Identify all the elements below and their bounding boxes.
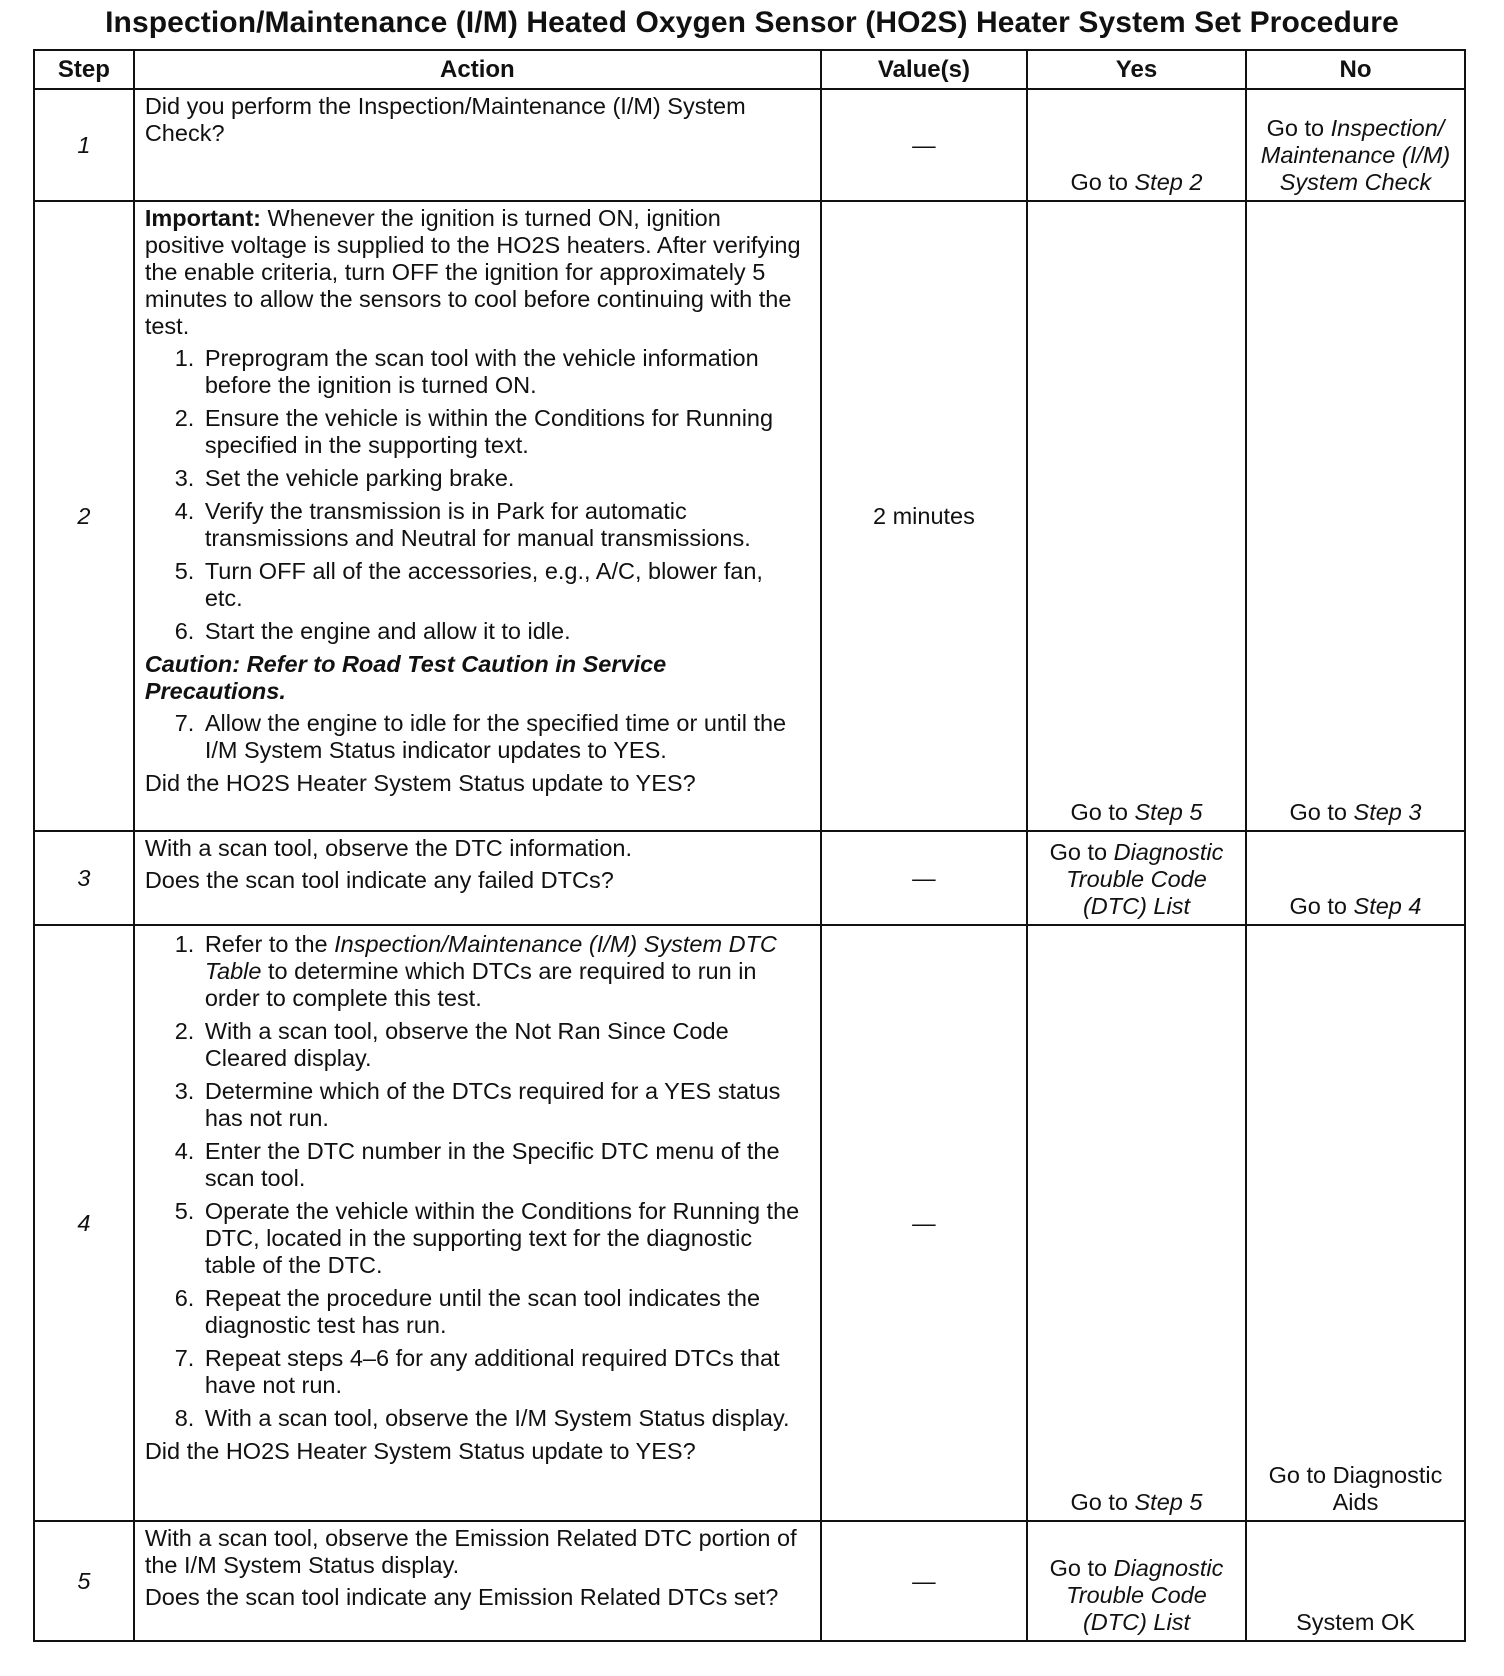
yes-link[interactable]: Step 5 [1134, 799, 1203, 825]
step-list [145, 345, 806, 645]
action-question: Did you perform the Inspection/Maintenance (I/M) System Check? [144, 93, 746, 146]
list-item: 5. Operate the vehicle within the Conditions for Running the DTC, located in the supporting text for the diagnostic table of the DTC. [201, 1198, 806, 1279]
no-prefix: Go to [1289, 799, 1347, 825]
yes-link[interactable]: Diagnostic Trouble Code (DTC) List [1066, 839, 1224, 919]
no-cell: System OK [1246, 1521, 1465, 1641]
list-item: 4. Enter the DTC number in the Specific DTC menu of the scan tool. [201, 1138, 806, 1192]
no-cell [1246, 201, 1465, 831]
list-item: 4. Verify the transmission is in Park for automatic transmissions and Neutral for manual transmissions. [201, 498, 806, 552]
no-prefix: Go to [1289, 893, 1347, 919]
table-row [34, 201, 1465, 831]
action-cell [134, 925, 821, 1521]
list-item: 6. Repeat the procedure until the scan tool indicates the diagnostic test has run. [201, 1285, 806, 1339]
table-row [34, 1521, 1465, 1641]
action-cell [134, 89, 821, 201]
yes-prefix: Go to [1049, 1555, 1108, 1581]
list-item: 7. Allow the engine to idle for the specified time or until the I/M System Status indicator updates to YES. [201, 710, 806, 764]
yes-prefix: Go to [1070, 1489, 1128, 1515]
header-step: Step [34, 50, 134, 89]
yes-cell [1027, 201, 1246, 831]
yes-cell [1027, 925, 1246, 1521]
yes-cell [1027, 831, 1246, 925]
action-cell [134, 831, 821, 925]
yes-link[interactable]: Step 5 [1134, 1489, 1203, 1515]
action-text: With a scan tool, observe the Emission Related DTC portion of the I/M System Status display. [144, 1525, 797, 1578]
no-link[interactable]: Step 3 [1353, 799, 1422, 825]
step-number: 5 [34, 1521, 134, 1641]
yes-cell [1027, 1521, 1246, 1641]
action-cell [134, 1521, 821, 1641]
value-cell: — [821, 89, 1027, 201]
no-cell [1246, 89, 1465, 201]
table-row [34, 925, 1465, 1521]
important-text: Whenever the ignition is turned ON, ignition positive voltage is supplied to the HO2S heaters. After verifying the enable criteria, turn OFF the ignition for approximately 5 minutes to allow the sensors to cool before continuing with the test. [144, 205, 801, 339]
yes-link[interactable]: Diagnostic Trouble Code (DTC) List [1066, 1555, 1224, 1635]
header-yes: Yes [1027, 50, 1246, 89]
step-number: 1 [34, 89, 134, 201]
header-values: Value(s) [821, 50, 1027, 89]
list-item: 6. Start the engine and allow it to idle. [201, 618, 806, 645]
item-text: Refer to the [204, 931, 328, 957]
procedure-table [33, 49, 1466, 1642]
list-item: 3. Set the vehicle parking brake. [201, 465, 806, 492]
step-list [145, 710, 806, 764]
action-question: Does the scan tool indicate any Emission Related DTCs set? [144, 1584, 779, 1610]
action-question: Does the scan tool indicate any failed DTCs? [144, 867, 614, 893]
yes-link[interactable]: Step 2 [1134, 169, 1203, 195]
table-row [34, 831, 1465, 925]
yes-cell [1027, 89, 1246, 201]
caution-note: Caution: Refer to Road Test Caution in Service Precautions. [144, 651, 667, 704]
no-prefix: Go to [1266, 115, 1325, 141]
important-note [145, 205, 806, 340]
step-number: 3 [34, 831, 134, 925]
list-item: 3. Determine which of the DTCs required for a YES status has not run. [201, 1078, 806, 1132]
value-cell: — [821, 1521, 1027, 1641]
list-item: 5. Turn OFF all of the accessories, e.g., A/C, blower fan, etc. [201, 558, 806, 612]
action-question: Did the HO2S Heater System Status update to YES? [144, 1438, 696, 1464]
step-number: 4 [34, 925, 134, 1521]
yes-prefix: Go to [1070, 169, 1128, 195]
list-item: 2. With a scan tool, observe the Not Ran Since Code Cleared display. [201, 1018, 806, 1072]
no-link[interactable]: Inspection/ Maintenance (I/M) System Check [1260, 115, 1451, 195]
step-number: 2 [34, 201, 134, 831]
list-item [201, 931, 806, 1012]
page-title: Inspection/Maintenance (I/M) Heated Oxygen Sensor (HO2S) Heater System Set Procedure [105, 6, 1399, 39]
action-cell [134, 201, 821, 831]
item-text: to determine which DTCs are required to run in order to complete this test. [204, 958, 757, 1011]
yes-prefix: Go to [1049, 839, 1108, 865]
value-cell: — [821, 831, 1027, 925]
table-row [34, 89, 1465, 201]
list-item: 1. Preprogram the scan tool with the vehicle information before the ignition is turned ON. [201, 345, 806, 399]
important-label: Important: [144, 205, 262, 231]
no-cell[interactable]: Go to Diagnostic Aids [1246, 925, 1465, 1521]
list-item: 8. With a scan tool, observe the I/M System Status display. [201, 1405, 806, 1432]
value-cell: 2 minutes [821, 201, 1027, 831]
header-row [34, 50, 1465, 89]
step-list [145, 931, 806, 1432]
header-action: Action [134, 50, 821, 89]
list-item: 2. Ensure the vehicle is within the Conditions for Running specified in the supporting text. [201, 405, 806, 459]
action-question: Did the HO2S Heater System Status update to YES? [144, 770, 696, 796]
yes-prefix: Go to [1070, 799, 1128, 825]
header-no: No [1246, 50, 1465, 89]
value-cell: — [821, 925, 1027, 1521]
action-text: With a scan tool, observe the DTC information. [144, 835, 633, 861]
no-link[interactable]: Step 4 [1353, 893, 1422, 919]
list-item: 7. Repeat steps 4–6 for any additional required DTCs that have not run. [201, 1345, 806, 1399]
no-cell [1246, 831, 1465, 925]
table-link[interactable]: Inspection/Maintenance (I/M) System DTC Table [204, 931, 777, 984]
